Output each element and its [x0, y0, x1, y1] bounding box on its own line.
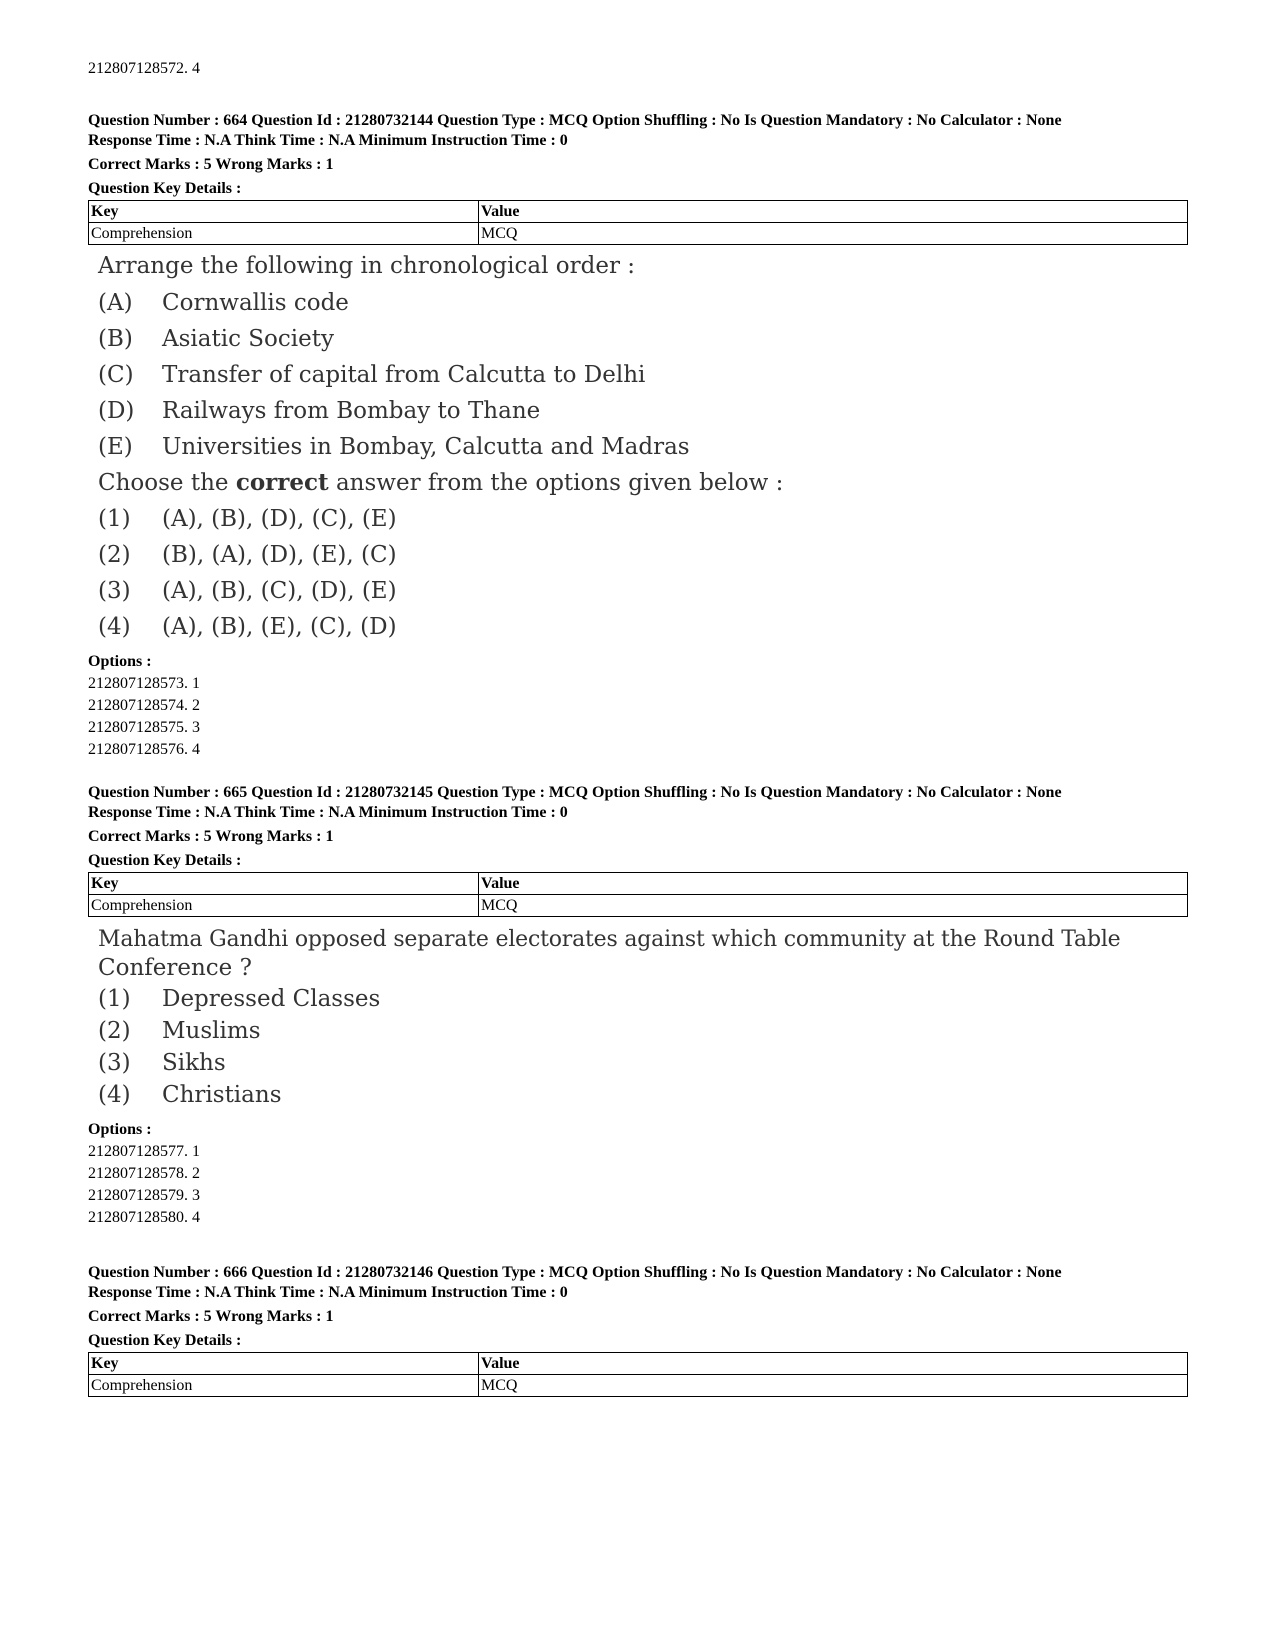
answer-choice: (1) (A), (B), (D), (C), (E) — [98, 506, 397, 532]
option-id: 212807128573. 1 — [88, 675, 200, 692]
key-details-label: Question Key Details : — [88, 1332, 242, 1349]
option-id: 212807128575. 3 — [88, 719, 200, 736]
list-item: (C) Transfer of capital from Calcutta to Delhi — [98, 362, 646, 388]
answer-choice: (4) (A), (B), (E), (C), (D) — [98, 614, 397, 640]
key-details-table — [88, 200, 1188, 245]
key-details-label: Question Key Details : — [88, 180, 242, 197]
table-cell-key: Comprehension — [89, 895, 479, 917]
options-label: Options : — [88, 653, 152, 670]
question-block-665 — [88, 782, 1188, 1229]
list-item: (D) Railways from Bombay to Thane — [98, 398, 541, 424]
option-id: 212807128577. 1 — [88, 1143, 200, 1160]
question-timing: Response Time : N.A Think Time : N.A Minimum Instruction Time : 0 — [88, 132, 568, 149]
table-cell-value: MCQ — [479, 223, 1188, 245]
list-item: (A) Cornwallis code — [98, 290, 349, 316]
option-id: 212807128580. 4 — [88, 1209, 200, 1226]
list-item: (E) Universities in Bombay, Calcutta and Madras — [98, 434, 690, 460]
question-content — [98, 251, 1188, 645]
options-label: Options : — [88, 1121, 152, 1138]
table-cell-value: MCQ — [479, 1375, 1188, 1397]
question-marks: Correct Marks : 5 Wrong Marks : 1 — [88, 828, 334, 845]
question-marks: Correct Marks : 5 Wrong Marks : 1 — [88, 1308, 334, 1325]
table-header-key: Key — [89, 201, 479, 223]
answer-choice: (4) Christians — [98, 1082, 282, 1108]
option-id: 212807128578. 2 — [88, 1165, 200, 1182]
header-id: 212807128572. 4 — [88, 60, 200, 77]
table-cell-key: Comprehension — [89, 223, 479, 245]
table-header-value: Value — [479, 1353, 1188, 1375]
question-meta: Question Number : 664 Question Id : 21280732144 Question Type : MCQ Option Shuffling : No Is Question Mandatory : No Calculator : None — [88, 112, 1062, 129]
question-block-664 — [88, 110, 1188, 761]
question-marks: Correct Marks : 5 Wrong Marks : 1 — [88, 156, 334, 173]
option-id: 212807128576. 4 — [88, 741, 200, 758]
option-id: 212807128574. 2 — [88, 697, 200, 714]
table-header-value: Value — [479, 873, 1188, 895]
answer-choice: (2) Muslims — [98, 1018, 261, 1044]
question-stem: Arrange the following in chronological order : — [98, 253, 636, 279]
key-details-table — [88, 872, 1188, 917]
list-item: (B) Asiatic Society — [98, 326, 334, 352]
table-header-value: Value — [479, 201, 1188, 223]
table-cell-key: Comprehension — [89, 1375, 479, 1397]
answer-choice: (1) Depressed Classes — [98, 986, 381, 1012]
table-cell-value: MCQ — [479, 895, 1188, 917]
question-block-666 — [88, 1262, 1188, 1397]
question-stem: Mahatma Gandhi opposed separate electorates against which community at the Round Table — [98, 927, 1121, 952]
question-stem-cont: Conference ? — [98, 955, 252, 981]
choose-instruction: Choose the correct answer from the options given below : — [98, 469, 784, 496]
answer-choice: (3) (A), (B), (C), (D), (E) — [98, 578, 397, 604]
question-meta: Question Number : 666 Question Id : 21280732146 Question Type : MCQ Option Shuffling : No Is Question Mandatory : No Calculator : None — [88, 1264, 1062, 1281]
question-timing: Response Time : N.A Think Time : N.A Minimum Instruction Time : 0 — [88, 804, 568, 821]
question-timing: Response Time : N.A Think Time : N.A Minimum Instruction Time : 0 — [88, 1284, 568, 1301]
key-details-table — [88, 1352, 1188, 1397]
key-details-label: Question Key Details : — [88, 852, 242, 869]
answer-choice: (2) (B), (A), (D), (E), (C) — [98, 542, 397, 568]
table-header-key: Key — [89, 1353, 479, 1375]
option-id: 212807128579. 3 — [88, 1187, 200, 1204]
answer-choice: (3) Sikhs — [98, 1050, 226, 1076]
table-header-key: Key — [89, 873, 479, 895]
question-meta: Question Number : 665 Question Id : 21280732145 Question Type : MCQ Option Shuffling : No Is Question Mandatory : No Calculator : None — [88, 784, 1062, 801]
question-content — [98, 925, 1188, 1111]
